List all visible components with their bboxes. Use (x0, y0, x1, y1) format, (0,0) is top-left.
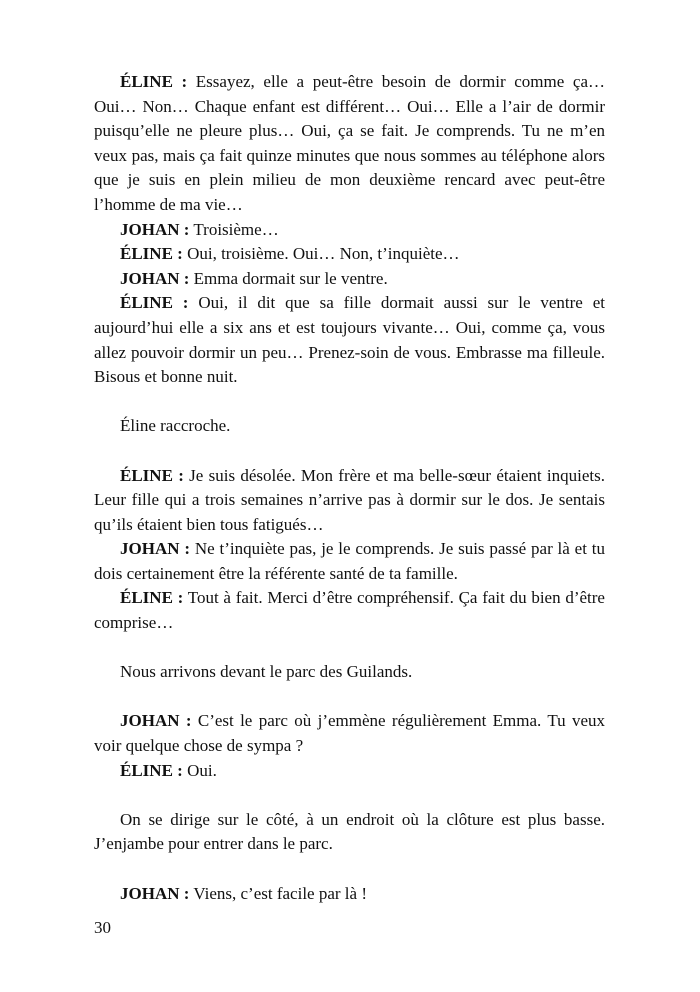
dialogue-line (94, 759, 605, 784)
stage-direction: On se dirige sur le côté, à un endroit où la clôture est plus basse. J’enjambe pour entrer dans le parc. (94, 809, 605, 854)
speaker-name: ÉLINE : (120, 760, 183, 780)
dialogue-line (94, 586, 605, 635)
dialogue-line (94, 882, 605, 907)
dialogue-line (94, 464, 605, 538)
line-text: Tout à fait. Merci d’être compréhensif. Ça fait du bien d’être comprise… (94, 588, 605, 633)
line-text: Oui, troisième. Oui… Non, t’inquiète… (182, 244, 460, 264)
dialogue-line (94, 291, 605, 389)
line-text: Je suis désolée. Mon frère et ma belle-sœur étaient inquiets. Leur fille qui a trois semaines n’arrive pas à dormir sur le dos. Je sentais qu’ils étaient bien tous fatigués… (94, 465, 605, 534)
speaker-name: JOHAN : (120, 539, 190, 559)
line-text: Oui, il dit que sa fille dormait aussi sur le ventre et aujourd’hui elle a six ans et est toujours vivante… Oui, comme ça, vous allez pouvoir dormir un peu… Prenez-soin de vous. Embrasse ma filleule. Bisous et bonne nuit. (94, 293, 606, 387)
dialogue-line (94, 242, 605, 267)
speaker-name: ÉLINE : (120, 465, 184, 485)
speaker-name: ÉLINE : (120, 293, 189, 313)
speaker-name: ÉLINE : (120, 244, 183, 264)
stage-direction: Éline raccroche. (120, 416, 231, 436)
speaker-name: ÉLINE : (120, 588, 184, 608)
stage-direction: Nous arrivons devant le parc des Guilands. (120, 662, 413, 682)
dialogue-line (94, 537, 605, 586)
speaker-name: JOHAN : (120, 268, 190, 288)
line-text: Viens, c’est facile par là ! (189, 883, 367, 903)
line-text: C’est le parc où j’emmène régulièrement Emma. Tu veux voir quelque chose de sympa ? (94, 711, 606, 756)
dialogue-line (94, 267, 605, 292)
page-number: 30 (94, 918, 111, 937)
line-text: Troisième… (189, 219, 279, 239)
speaker-name: ÉLINE : (120, 72, 188, 91)
line-text: Essayez, elle a peut-être besoin de dormir comme ça… Oui… Non… Chaque enfant est différent… Oui… Elle a l’air de dormir puisqu’elle ne pleure plus… Oui, ça se fait. Je comprends. Tu ne m’en veux pas, mais ça fait quinze minutes que nous sommes au téléphone alors que je suis en plein milieu de mon deuxième rencard avec peut-être l’homme de ma vie… (94, 72, 605, 214)
dialogue-line (94, 218, 605, 243)
dialogue-line (94, 709, 605, 758)
line-text: Oui. (182, 760, 217, 780)
speaker-name: JOHAN : (120, 883, 190, 903)
speaker-name: JOHAN : (120, 219, 190, 239)
dialogue-line (94, 70, 605, 218)
text-body (94, 70, 605, 906)
speaker-name: JOHAN : (120, 711, 192, 731)
line-text: Ne t’inquiète pas, je le comprends. Je suis passé par là et tu dois certainement être la référente santé de ta famille. (94, 539, 605, 583)
line-text: Emma dormait sur le ventre. (189, 268, 388, 288)
